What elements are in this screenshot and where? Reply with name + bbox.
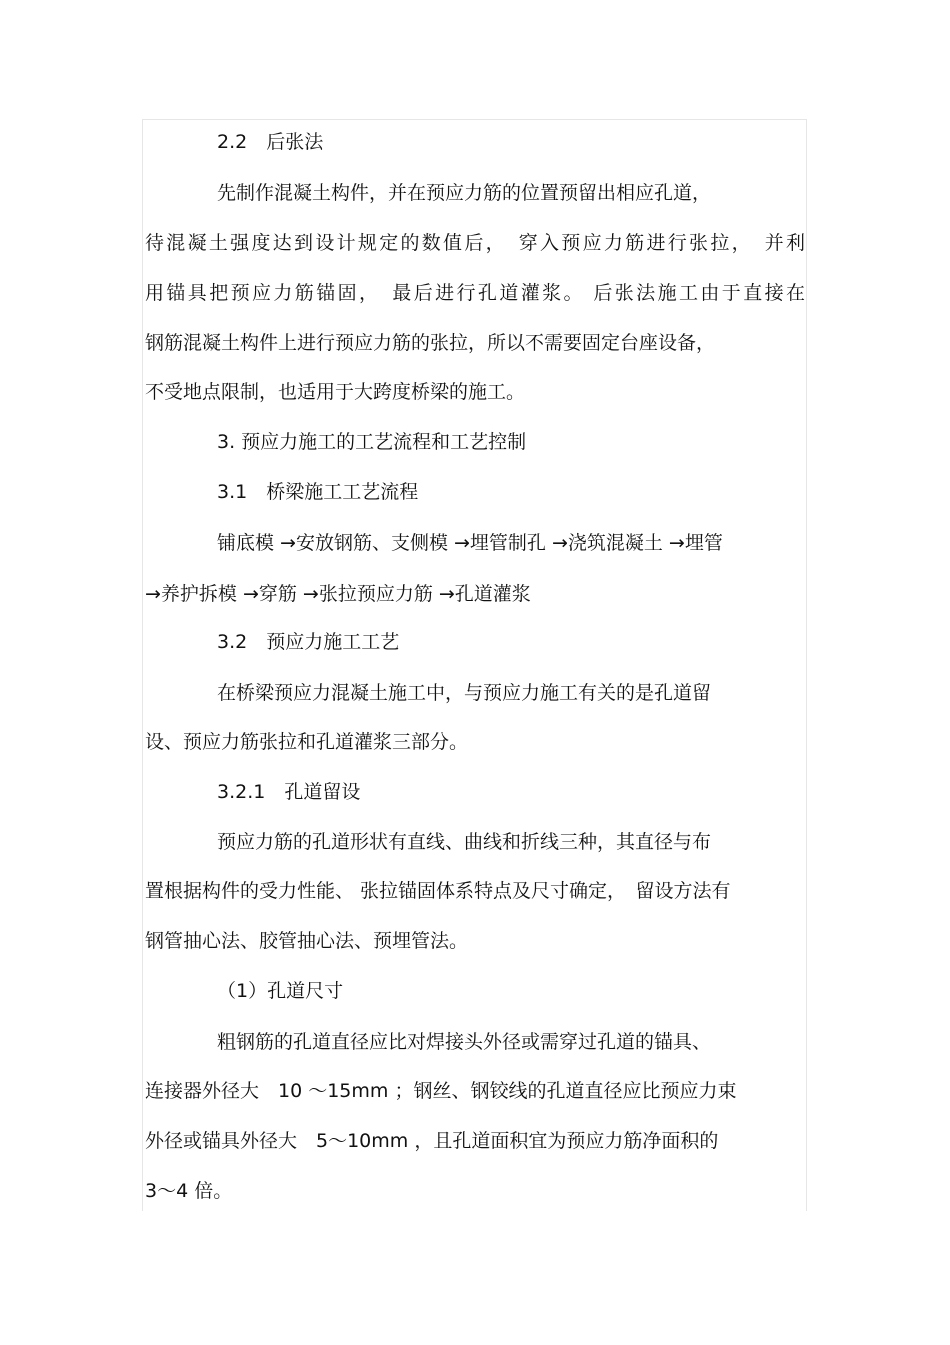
heading-3-1: 3.1 桥梁施工工艺流程 bbox=[217, 481, 419, 503]
paragraph-line: 在桥梁预应力混凝土施工中，与预应力施工有关的是孔道留 bbox=[217, 682, 712, 704]
heading-2-2: 2.2 后张法 bbox=[217, 131, 324, 153]
subheading-hole-size: （1）孔道尺寸 bbox=[217, 980, 344, 1002]
process-flow-line: →养护拆模 →穿筋 →张拉预应力筋 →孔道灌浆 bbox=[145, 583, 531, 605]
paragraph-line: 连接器外径大 10 ～15mm ；钢丝、钢铰线的孔道直径应比预应力束 bbox=[145, 1080, 737, 1102]
paragraph-line: 外径或锚具外径大 5～10mm ，且孔道面积宜为预应力筋净面积的 bbox=[145, 1130, 719, 1152]
paragraph-line: 置根据构件的受力性能、 张拉锚固体系特点及尺寸确定， 留设方法有 bbox=[145, 880, 731, 902]
heading-3-2-1: 3.2.1 孔道留设 bbox=[217, 781, 361, 803]
paragraph-line: 先制作混凝土构件，并在预应力筋的位置预留出相应孔道， bbox=[217, 182, 712, 204]
heading-3-2: 3.2 预应力施工工艺 bbox=[217, 631, 400, 653]
paragraph-line: 不受地点限制，也适用于大跨度桥梁的施工。 bbox=[145, 381, 526, 403]
paragraph-line: 待混凝土强度达到设计规定的数值后， 穿入预应力筋进行张拉， 并利 bbox=[145, 232, 805, 254]
heading-3: 3. 预应力施工的工艺流程和工艺控制 bbox=[217, 431, 527, 453]
paragraph-line: 设、预应力筋张拉和孔道灌浆三部分。 bbox=[145, 731, 469, 753]
paragraph-line: 钢筋混凝土构件上进行预应力筋的张拉，所以不需要固定台座设备， bbox=[145, 332, 716, 354]
paragraph-line: 用锚具把预应力筋锚固， 最后进行孔道灌浆。 后张法施工由于直接在 bbox=[145, 282, 805, 304]
paragraph-line: 粗钢筋的孔道直径应比对焊接头外径或需穿过孔道的锚具、 bbox=[217, 1031, 712, 1053]
paragraph-line: 钢管抽心法、胶管抽心法、预埋管法。 bbox=[145, 930, 469, 952]
paragraph-line: 3～4 倍。 bbox=[145, 1180, 233, 1202]
process-flow-line: 铺底模 →安放钢筋、支侧模 →埋管制孔 →浇筑混凝土 →埋管 bbox=[217, 532, 723, 554]
paragraph-line: 预应力筋的孔道形状有直线、曲线和折线三种，其直径与布 bbox=[217, 831, 712, 853]
